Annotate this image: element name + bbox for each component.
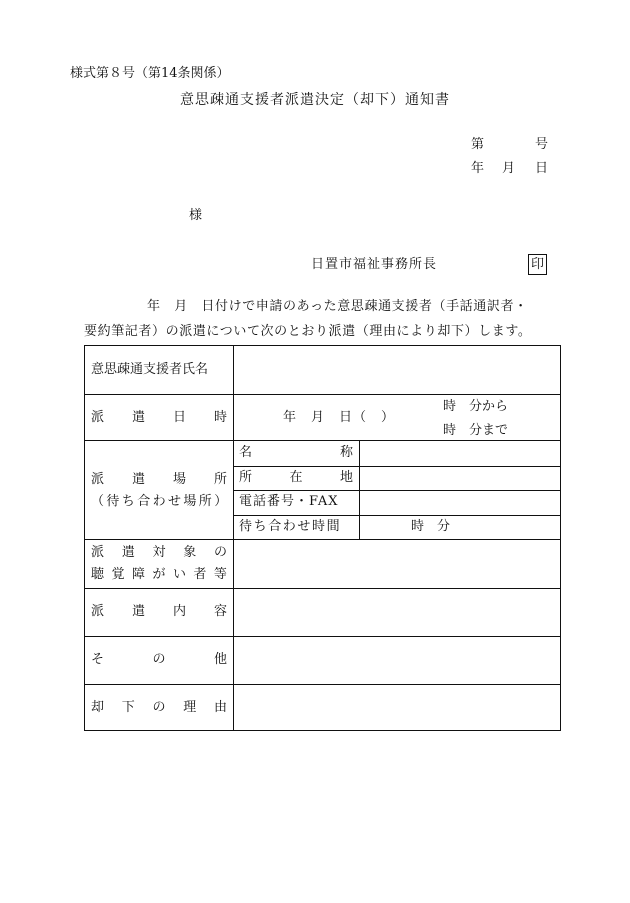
meeting-place-label: （待ち合わせ場所）	[91, 494, 230, 509]
date-day: 日	[535, 161, 549, 176]
dispatch-end-time: 時 分まで	[443, 423, 509, 438]
meeting-time-label: 待ち合わせ時間	[239, 519, 342, 534]
dispatch-date-blank: 年 月 日（ ）	[283, 410, 396, 425]
target-person-label-line1: 派 遣 対 象 の	[91, 545, 227, 560]
supporter-name-label: 意思疎通支援者氏名	[91, 362, 209, 377]
document-number-prefix: 第	[471, 137, 485, 152]
form-number: 様式第８号（第14条関係）	[70, 66, 230, 81]
row-divider	[85, 394, 560, 395]
sub-row-divider	[233, 466, 560, 467]
row-divider	[85, 440, 560, 441]
issuer-name: 日置市福祉事務所長	[311, 257, 438, 272]
date-month: 月	[502, 161, 516, 176]
dispatch-details-table	[84, 345, 561, 731]
place-phone-fax-label: 電話番号・FAX	[239, 494, 339, 509]
row-divider	[85, 539, 560, 540]
row-divider	[85, 588, 560, 589]
sub-row-divider	[233, 515, 560, 516]
row-divider	[85, 684, 560, 685]
target-person-label-line2: 聴 覚 障 が い 者 等	[91, 567, 227, 582]
meeting-time-value: 時 分	[411, 519, 451, 534]
place-name-label: 名 称	[239, 445, 353, 460]
row-divider	[85, 636, 560, 637]
body-line-1: 年 月 日付けで申請のあった意思疎通支援者（手話通訳者・	[147, 299, 528, 314]
date-year: 年	[471, 161, 485, 176]
label-column-divider	[233, 346, 234, 730]
addressee-honorific: 様	[189, 208, 203, 223]
document-title: 意思疎通支援者派遣決定（却下）通知書	[180, 92, 450, 108]
document-number-suffix: 号	[535, 137, 549, 152]
dispatch-start-time: 時 分から	[443, 399, 509, 414]
sub-label-column-divider	[359, 440, 360, 539]
dispatch-place-label: 派 遣 場 所	[91, 472, 227, 487]
place-address-label: 所 在 地	[239, 470, 353, 485]
other-label: そ の 他	[91, 652, 227, 667]
rejection-reason-label: 却 下 の 理 由	[91, 700, 227, 715]
body-line-2: 要約筆記者）の派遣について次のとおり派遣（理由により却下）します。	[84, 324, 532, 339]
seal-stamp-box: 印	[528, 254, 547, 275]
dispatch-content-label: 派 遣 内 容	[91, 604, 227, 619]
sub-row-divider	[233, 490, 560, 491]
dispatch-datetime-label: 派 遣 日 時	[91, 410, 227, 425]
